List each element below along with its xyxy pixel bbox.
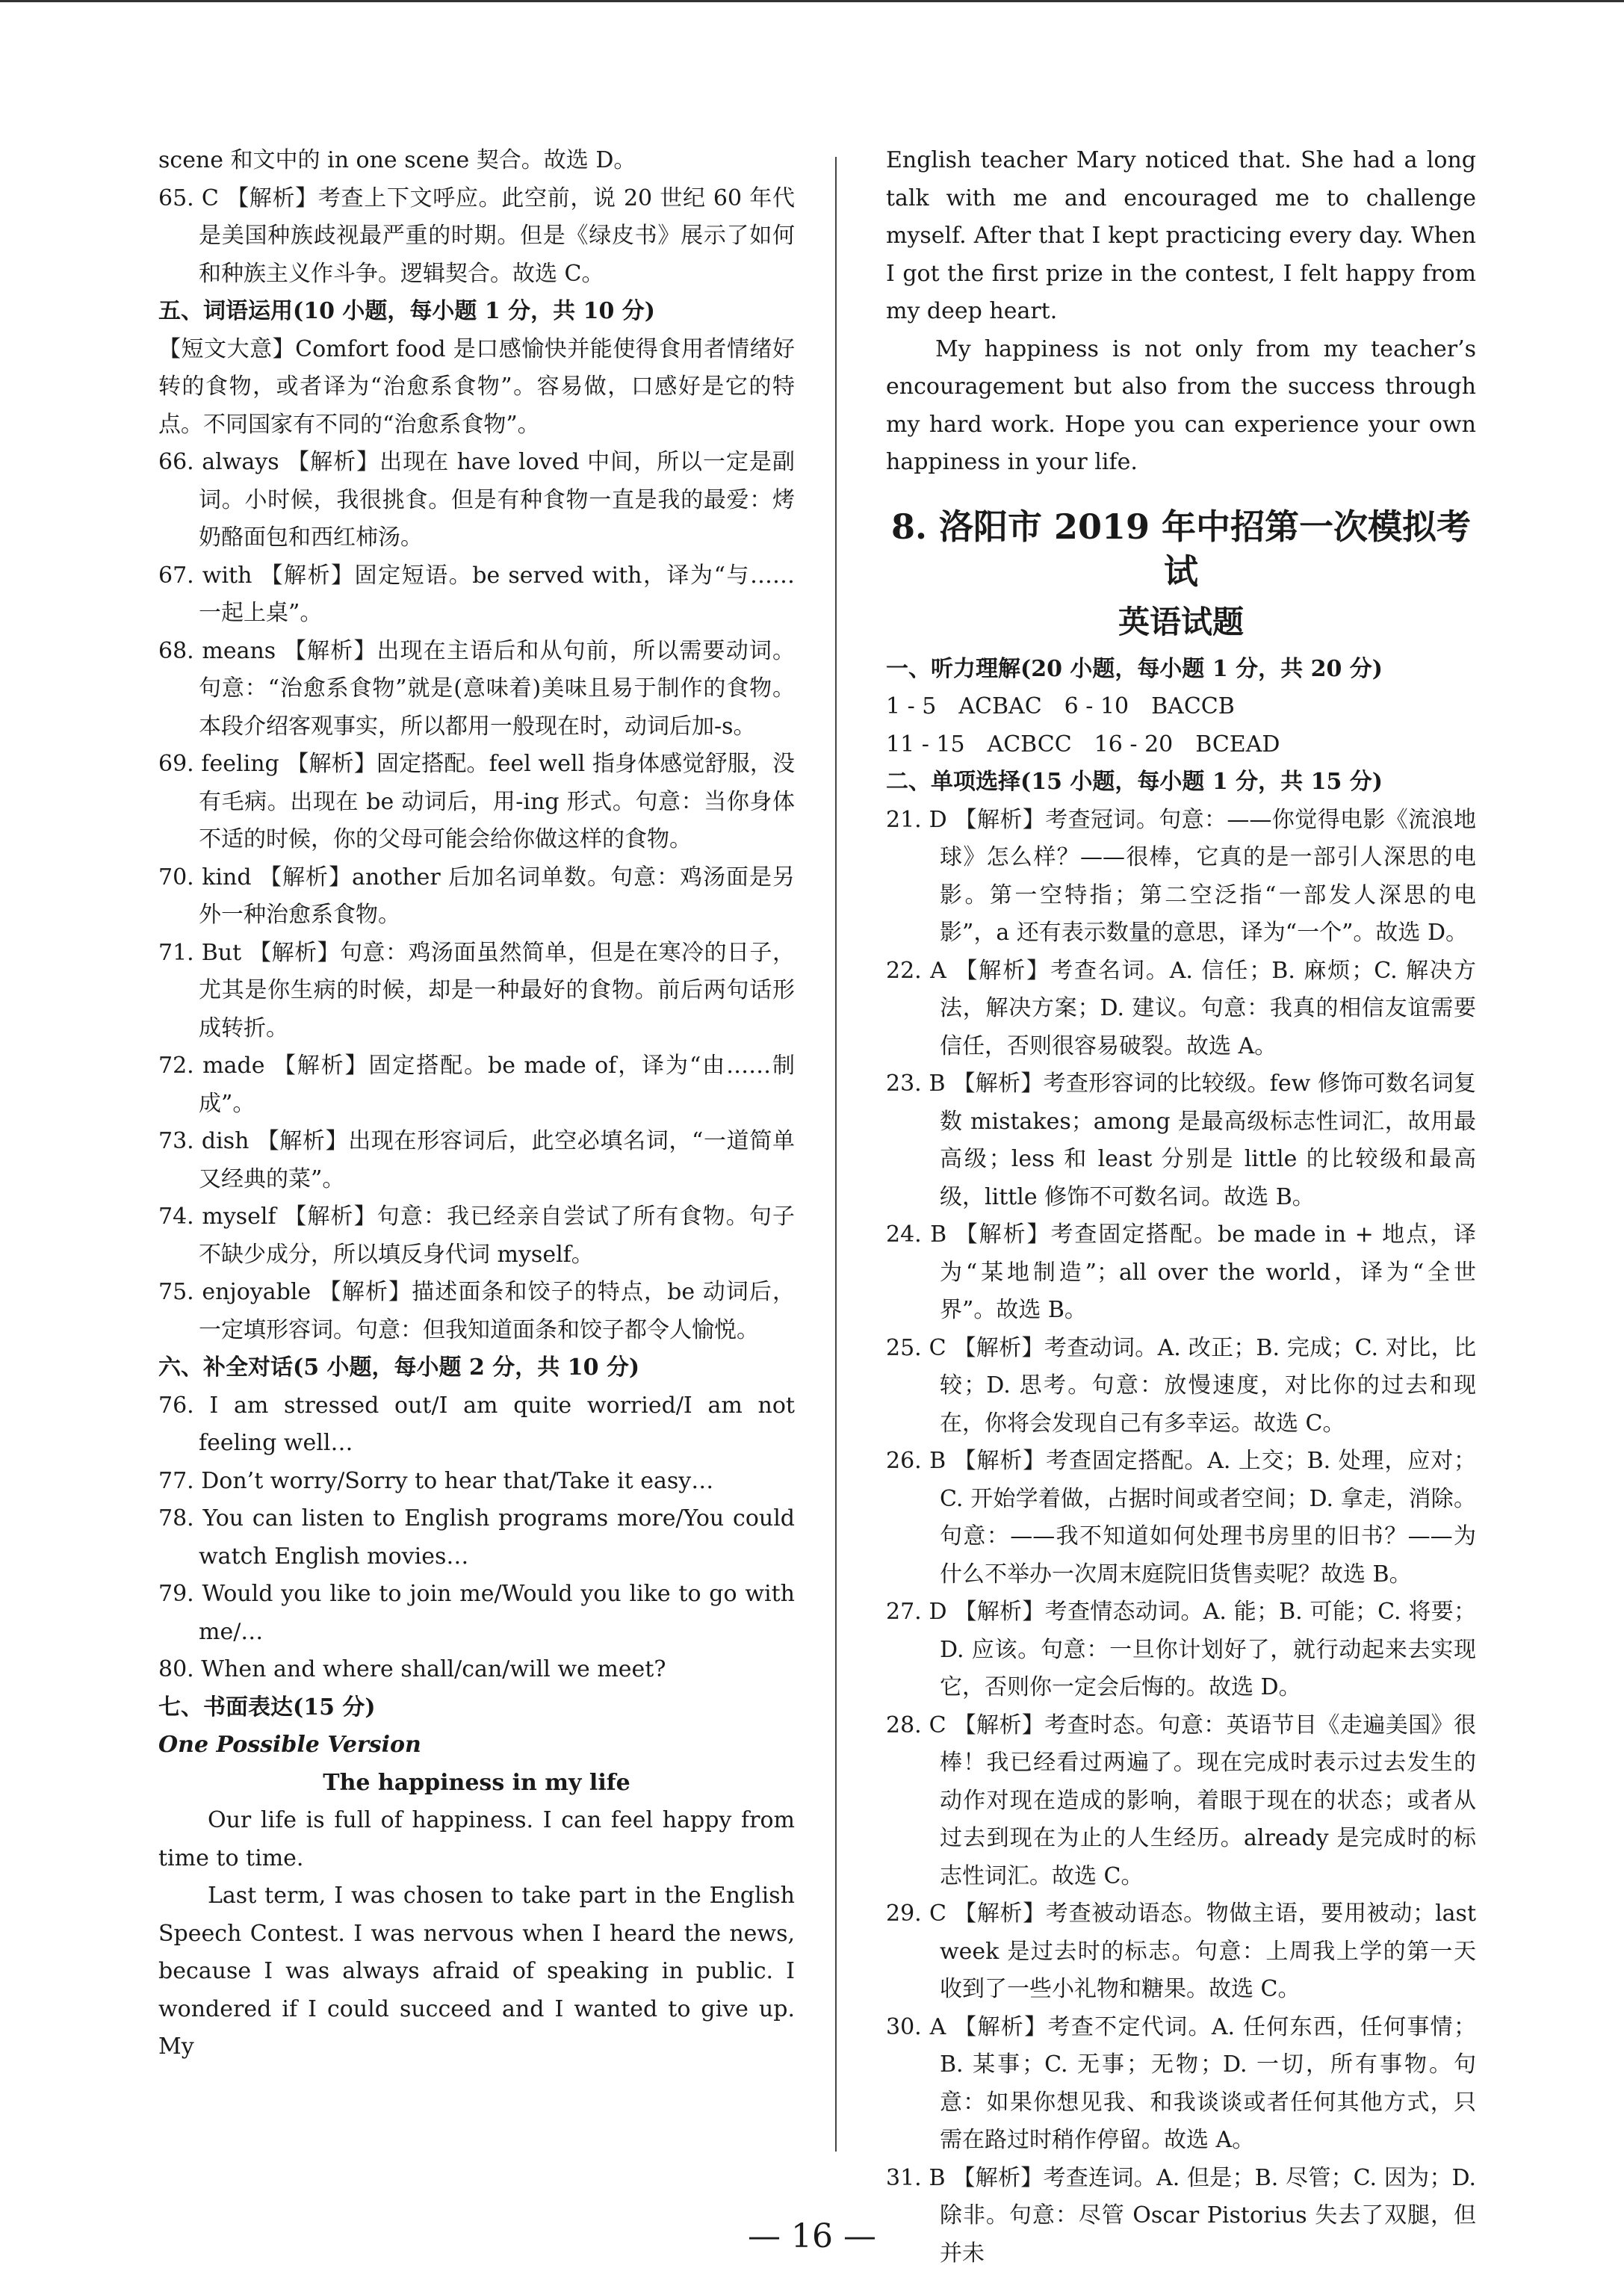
text-line: 11 - 15 ACBCC 16 - 20 BCEAD: [886, 731, 1280, 758]
text-line: 76. I am stressed out/I am quite worried/I am not feeling well…: [158, 1392, 795, 1456]
text-line: 28. C 【解析】考查时态。句意：英语节目《走遍美国》很棒！我已经看过两遍了。现在完成时表示过去发生的动作对现在造成的影响，着眼于现在的状态；或者从过去到现在为止的人生经历。already 是完成时的标志性词汇。故选 C。: [886, 1712, 1476, 1889]
right-column: [886, 142, 1476, 2273]
right-top-block: [886, 142, 1476, 482]
text-line: 七、书面表达(15 分): [158, 1694, 376, 1720]
text-line: 71. But 【解析】句意：鸡汤面虽然简单，但是在寒冷的日子，尤其是你生病的时候，却是一种最好的食物。前后两句话形成转折。: [158, 939, 795, 1041]
text-line: The happiness in my life: [323, 1769, 630, 1796]
text-line: Last term, I was chosen to take part in the English Speech Contest. I was nervous when I heard the news, because I was always afraid of speaking in public. I wondered if I could succeed and I wanted to give up. My: [158, 1883, 795, 2060]
text-line: One Possible Version: [158, 1732, 421, 1758]
text-line: 24. B 【解析】考查固定搭配。be made in + 地点，译为“某地制造”；all over the world，译为“全世界”。故选 B。: [886, 1221, 1476, 1323]
exam-subtitle: 英语试题: [1118, 603, 1244, 640]
text-line: 21. D 【解析】考查冠词。句意：——你觉得电影《流浪地球》怎么样？——很棒，它真的是一部引人深思的电影。第一空特指；第二空泛指“一部发人深思的电影”，a 还有表示数量的意思，译为“一个”。故选 D。: [886, 806, 1476, 946]
text-line: 78. You can listen to English programs more/You could watch English movies…: [158, 1505, 795, 1570]
text-line: 22. A 【解析】考查名词。A. 信任；B. 麻烦；C. 解决方法，解决方案；D. 建议。句意：我真的相信友谊需要信任，否则很容易破裂。故选 A。: [886, 957, 1476, 1059]
text-line: 25. C 【解析】考查动词。A. 改正；B. 完成；C. 对比，比较；D. 思考。句意：放慢速度，对比你的过去和现在，你将会发现自己有多幸运。故选 C。: [886, 1334, 1476, 1437]
text-line: 31. B 【解析】考查连词。A. 但是；B. 尽管；C. 因为；D. 除非。句意：尽管 Oscar Pistorius 失去了双腿，但并未: [886, 2164, 1476, 2267]
text-line: 74. myself 【解析】句意：我已经亲自尝试了所有食物。句子不缺少成分，所以填反身代词 myself。: [158, 1204, 795, 1268]
text-line: 五、词语运用(10 小题，每小题 1 分，共 10 分): [158, 298, 655, 324]
text-line: scene 和文中的 in one scene 契合。故选 D。: [158, 147, 636, 173]
text-line: 一、听力理解(20 小题，每小题 1 分，共 20 分): [886, 655, 1383, 682]
text-line: 69. feeling 【解析】固定搭配。feel well 指身体感觉舒服，没有毛病。出现在 be 动词后，用-ing 形式。句意：当你身体不适的时候，你的父母可能会给你做这样的食物。: [158, 751, 795, 852]
text-line: Our life is full of happiness. I can feel happy from time to time.: [158, 1807, 795, 1871]
text-line: 六、补全对话(5 小题，每小题 2 分，共 10 分): [158, 1354, 640, 1381]
column-divider: [835, 157, 837, 2152]
text-line: English teacher Mary noticed that. She had a long talk with me and encouraged me to challenge myself. After that I kept practicing every day. When I got the first prize in the contest, I felt happy from my deep heart.: [886, 147, 1476, 324]
text-line: 75. enjoyable 【解析】描述面条和饺子的特点，be 动词后，一定填形容词。句意：但我知道面条和饺子都令人愉悦。: [158, 1279, 795, 1343]
text-line: 27. D 【解析】考查情态动词。A. 能；B. 可能；C. 将要；D. 应该。句意：一旦你计划好了，就行动起来去实现它，否则你一定会后悔的。故选 D。: [886, 1599, 1476, 1700]
text-line: My happiness is not only from my teacher’s encouragement but also from the success through my hard work. Hope you can experience your own happiness in your life.: [886, 335, 1476, 475]
text-line: 70. kind 【解析】another 后加名词单数。句意：鸡汤面是另外一种治愈系食物。: [158, 864, 795, 928]
text-line: 72. made 【解析】固定搭配。be made of，译为“由……制成”。: [158, 1053, 795, 1117]
text-line: 【短文大意】Comfort food 是口感愉快并能使得食用者情绪好转的食物，或者译为“治愈系食物”。容易做，口感好是它的特点。不同国家有不同的“治愈系食物”。: [158, 335, 795, 438]
page-number: — 16 —: [748, 2217, 876, 2255]
text-line: 26. B 【解析】考查固定搭配。A. 上交；B. 处理，应对；C. 开始学着做，占据时间或者空间；D. 拿走，消除。句意：——我不知道如何处理书房里的旧书？——为什么不举办一次周末庭院旧货售卖呢？故选 B。: [886, 1448, 1476, 1588]
text-line: 二、单项选择(15 小题，每小题 1 分，共 15 分): [886, 769, 1383, 795]
text-line: 77. Don’t worry/Sorry to hear that/Take it easy…: [158, 1467, 714, 1494]
text-line: 79. Would you like to join me/Would you like to go with me/…: [158, 1581, 795, 1645]
text-line: 65. C 【解析】考查上下文呼应。此空前，说 20 世纪 60 年代是美国种族歧视最严重的时期。但是《绿皮书》展示了如何和种族主义作斗争。逻辑契合。故选 C。: [158, 185, 795, 287]
text-line: 67. with 【解析】固定短语。be served with，译为“与……一起上桌”。: [158, 562, 795, 626]
exam-title: 8. 洛阳市 2019 年中招第一次模拟考试: [890, 506, 1472, 592]
text-line: 73. dish 【解析】出现在形容词后，此空必填名词，“一道简单又经典的菜”。: [158, 1128, 795, 1192]
text-line: 29. C 【解析】考查被动语态。物做主语，要用被动；last week 是过去时的标志。句意：上周我上学的第一天收到了一些小礼物和糖果。故选 C。: [886, 1901, 1476, 2002]
text-line: 80. When and where shall/can/will we meet?: [158, 1656, 666, 1682]
text-line: 23. B 【解析】考查形容词的比较级。few 修饰可数名词复数 mistakes；among 是最高级标志性词汇，故用最高级；less 和 least 分别是 little 的比较级和最高级，little 修饰不可数名词。故选 B。: [886, 1071, 1476, 1210]
text-line: 30. A 【解析】考查不定代词。A. 任何东西，任何事情；B. 某事；C. 无事；无物；D. 一切，所有事物。句意：如果你想见我、和我谈谈或者任何其他方式，只需在路过时稍作停留。故选 A。: [886, 2013, 1476, 2153]
text-line: 68. means 【解析】出现在主语后和从句前，所以需要动词。句意：“治愈系食物”就是(意味着)美味且易于制作的食物。本段介绍客观事实，所以都用一般现在时，动词后加-s。: [158, 637, 795, 740]
left-column: [158, 142, 795, 2066]
text-line: 66. always 【解析】出现在 have loved 中间，所以一定是副词。小时候，我很挑食。但是有种食物一直是我的最爱：烤奶酪面包和西红柿汤。: [158, 449, 795, 551]
right-bottom-block: [886, 651, 1476, 2273]
top-rule: [0, 0, 1624, 2]
text-line: 1 - 5 ACBAC 6 - 10 BACCB: [886, 693, 1235, 719]
